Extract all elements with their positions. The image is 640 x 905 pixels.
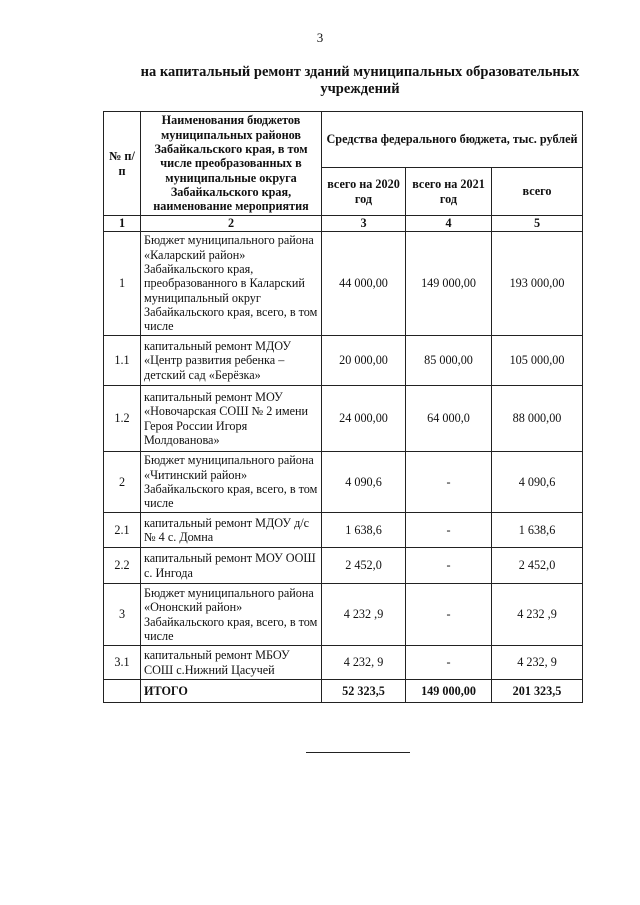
row-num: 3.1 [104,646,141,680]
row-total: 2 452,0 [492,548,583,584]
row-total: 4 232 ,9 [492,584,583,646]
row-2020: 4 232, 9 [322,646,406,680]
totals-2021: 149 000,00 [406,680,492,703]
header-funds: Средства федерального бюджета, тыс. рублей [322,112,583,168]
row-num: 2.1 [104,513,141,548]
row-2020: 24 000,00 [322,386,406,452]
totals-label: ИТОГО [141,680,322,703]
table-row [104,232,583,336]
row-2021: - [406,513,492,548]
table-row [104,452,583,513]
row-2020: 20 000,00 [322,336,406,386]
header-name: Наименования бюджетов муниципальных районов Забайкальского края, в том числе преобразованных в муниципальные округа Забайкальского края, наименование мероприятия [141,112,322,216]
row-num: 2 [104,452,141,513]
row-total: 105 000,00 [492,336,583,386]
row-num: 3 [104,584,141,646]
footer-divider [306,752,410,753]
row-name: капитальный ремонт МДОУ «Центр развития ребенка – детский сад «Берёзка» [141,336,322,386]
table-row [104,584,583,646]
row-2020: 44 000,00 [322,232,406,336]
table-row [104,548,583,584]
row-2020: 2 452,0 [322,548,406,584]
row-2021: 85 000,00 [406,336,492,386]
header-num: № п/п [104,112,141,216]
col-number: 3 [322,216,406,232]
row-total: 1 638,6 [492,513,583,548]
row-2021: 64 000,0 [406,386,492,452]
row-name: Бюджет муниципального района «Ононский район» Забайкальского края, всего, в том числе [141,584,322,646]
budget-table [103,111,583,703]
row-2021: - [406,584,492,646]
row-total: 4 090,6 [492,452,583,513]
row-name: Бюджет муниципального района «Каларский район» Забайкальского края, преобразованного в Каларский муниципальный округ Забайкальского края, всего, в том числе [141,232,322,336]
row-name: капитальный ремонт МОУ «Новочарская СОШ № 2 имени Героя России Игоря Молдованова» [141,386,322,452]
header-2021: всего на 2021 год [406,168,492,216]
row-2020: 4 232 ,9 [322,584,406,646]
table-row [104,646,583,680]
totals-total: 201 323,5 [492,680,583,703]
row-num: 2.2 [104,548,141,584]
row-total: 88 000,00 [492,386,583,452]
row-2021: - [406,646,492,680]
col-number: 4 [406,216,492,232]
header-2020: всего на 2020 год [322,168,406,216]
col-number: 5 [492,216,583,232]
document-title: на капитальный ремонт зданий муниципальных образовательных учреждений [140,64,580,97]
row-total: 4 232, 9 [492,646,583,680]
row-name: капитальный ремонт МОУ ООШ с. Ингода [141,548,322,584]
row-name: капитальный ремонт МБОУ СОШ с.Нижний Цасучей [141,646,322,680]
page-number: 3 [316,30,324,45]
row-name: Бюджет муниципального района «Читинский район» Забайкальского края, всего, в том числе [141,452,322,513]
table-row [104,513,583,548]
row-num: 1.1 [104,336,141,386]
row-2020: 4 090,6 [322,452,406,513]
row-num: 1 [104,232,141,336]
totals-row [104,680,583,703]
row-2021: - [406,452,492,513]
table-row [104,336,583,386]
row-2021: 149 000,00 [406,232,492,336]
col-number: 1 [104,216,141,232]
row-num: 1.2 [104,386,141,452]
totals-2020: 52 323,5 [322,680,406,703]
table-row [104,386,583,452]
row-2020: 1 638,6 [322,513,406,548]
row-total: 193 000,00 [492,232,583,336]
row-name: капитальный ремонт МДОУ д/с № 4 с. Домна [141,513,322,548]
col-number: 2 [141,216,322,232]
row-2021: - [406,548,492,584]
totals-num [104,680,141,703]
header-total: всего [492,168,583,216]
